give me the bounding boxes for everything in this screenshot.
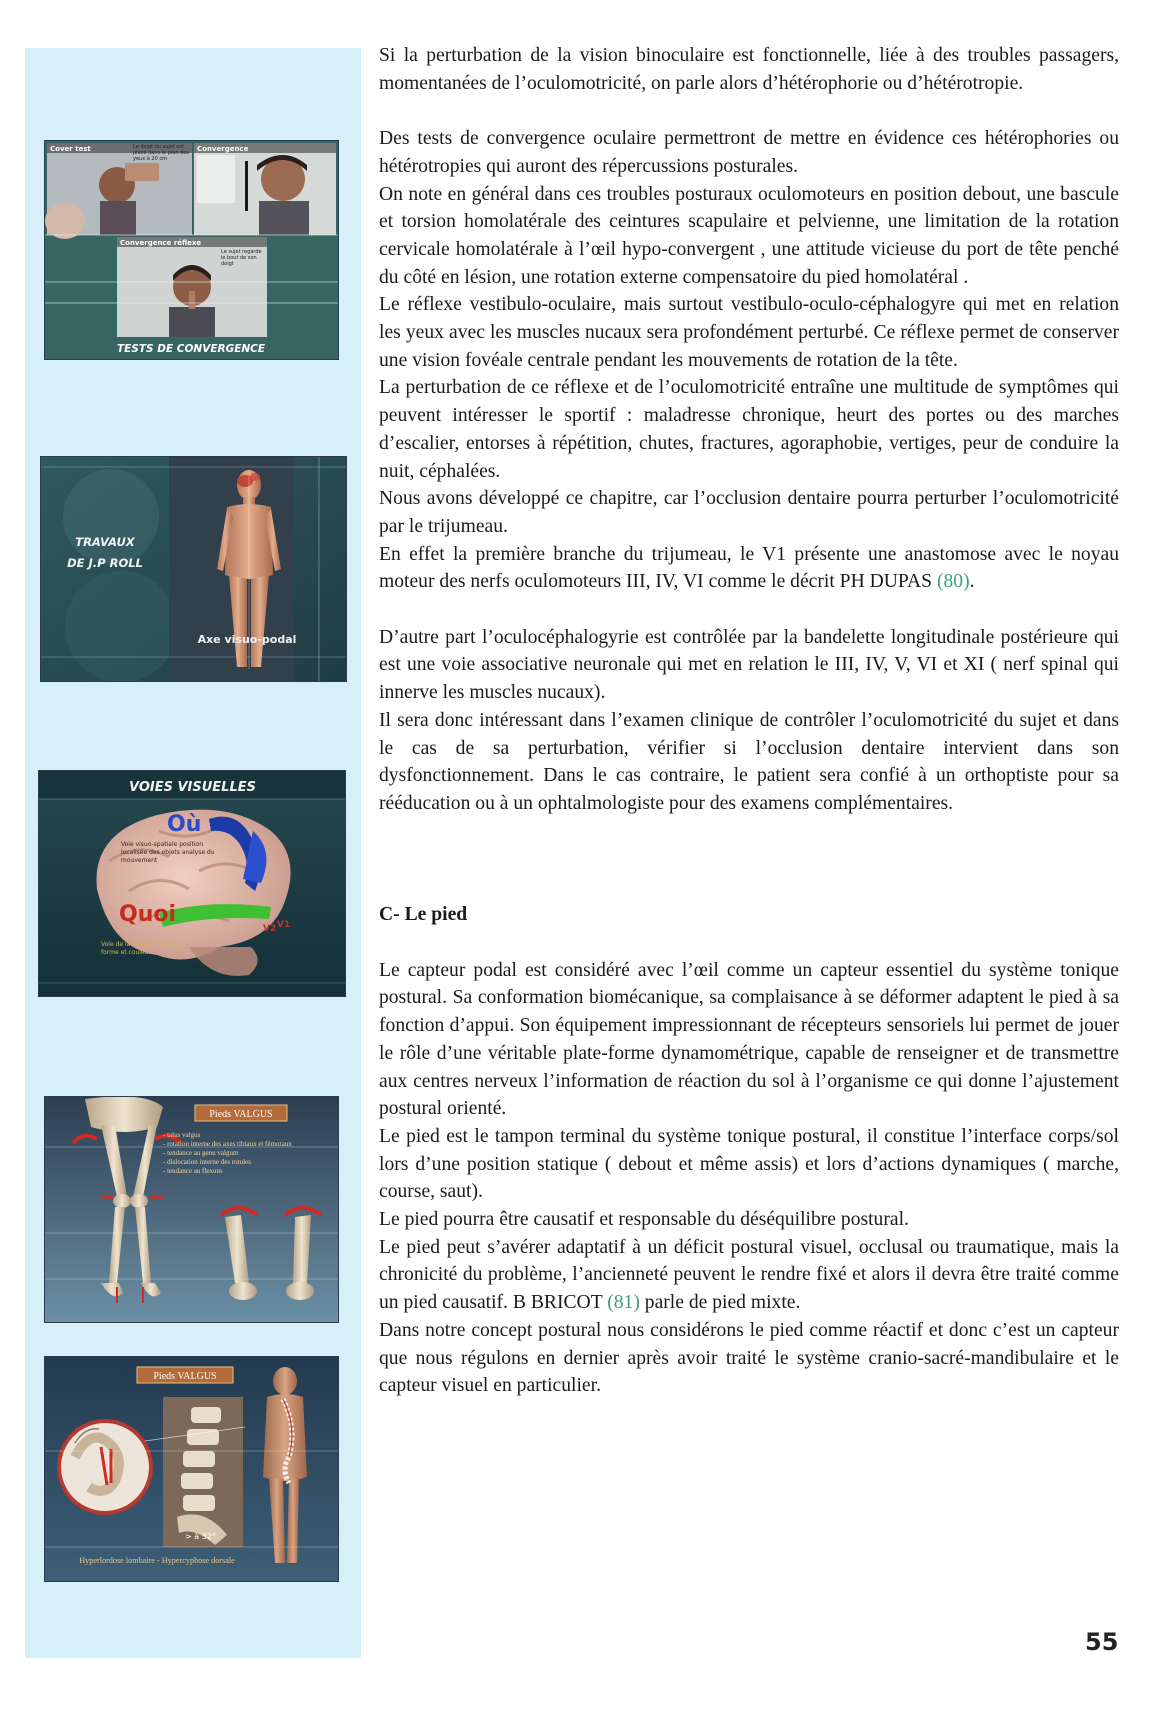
roll-illustration xyxy=(41,457,346,681)
convergence-reflex-label: Convergence réflexe xyxy=(120,239,202,247)
page-number: 55 xyxy=(1085,1628,1119,1656)
valgus-bullet: - tendance au genu valgum xyxy=(163,1149,239,1157)
paragraph: Nous avons développé ce chapitre, car l’occlusion dentaire pourra perturber l’oculomotricité par le trijumeau. xyxy=(379,488,1119,537)
valgus-bullet: - dislocation interne des rotules xyxy=(163,1158,251,1166)
convergence-label: Convergence xyxy=(197,145,249,153)
roll-axis-label: Axe visuo-podal xyxy=(197,633,297,646)
paragraph: Des tests de convergence oculaire permettront de mettre en évidence ces hétérophories ou hétérotropies qui auront des répercussions posturales. xyxy=(379,128,1119,177)
convergence-illustration xyxy=(45,141,338,359)
spine-angle-label: > à 32° xyxy=(185,1532,216,1541)
figure-visual-pathways xyxy=(38,770,346,997)
figure-valgus-knees xyxy=(44,1096,339,1323)
paragraph: Le pied pourra être causatif et responsable du déséquilibre postural. xyxy=(379,1209,909,1231)
main-text-column xyxy=(379,42,1119,1400)
v1-label: V1 xyxy=(277,920,291,930)
paragraph-end: . xyxy=(969,571,975,593)
paragraph-end: parle de pied mixte. xyxy=(639,1292,801,1314)
paragraph-text: En effet la première branche du trijumeau, le V1 présente une anastomose avec le noyau moteur des nerfs oculomoteurs III, IV, VI comme le décrit PH DUPAS xyxy=(379,543,1119,593)
valgus-bullet: - rotation interne des axes tibiaux et fémoraux xyxy=(163,1140,292,1148)
valgus-spine-illustration xyxy=(45,1357,338,1581)
paragraph-text: Le pied peut s’avérer adaptatif à un déficit postural visuel, occlusal ou traumatique, mais la chronicité du problème, l’ancienneté peuvent le rendre fixé et alors il devra être traité comme un pied causatif. B BRICOT xyxy=(379,1236,1119,1314)
where-note: Voie visuo-spatiale position localisée des objets analyse du mouvement xyxy=(121,841,215,864)
paragraph: Il sera donc intéressant dans l’examen clinique de contrôler l’oculomotricité du sujet et dans le cas de sa perturbation, vérifier si l’occlusion dentaire intervient dans son dysfonctionnement. Dans le cas contraire, le patient sera confié à un orthoptiste pour sa rééducation ou à un ophtalmologiste pour des examens complémentaires. xyxy=(379,709,1119,814)
paragraph: Le réflexe vestibulo-oculaire, mais surtout vestibulo-oculo-céphalogyre qui met en relation les yeux avec les muscles nucaux sera profondément perturbé. Ce réflexe permet de conserver une vision fovéale centrale pendant les mouvements de rotation de la tête. xyxy=(379,294,1119,371)
reference-81[interactable]: (81) xyxy=(607,1292,640,1314)
convergence-banner: TESTS DE CONVERGENCE xyxy=(116,343,266,355)
paragraph: Le capteur podal est considéré avec l’œil comme un capteur essentiel du système tonique postural. Sa conformation biomécanique, sa complaisance à se déformer adaptent le pied à sa fonction d’appui. Son équipement impressionnant de récepteurs sensoriels lui permet de jouer le rôle d’une véritable plate-forme dynamométrique, capable de renseigner et de transmettre aux centres nerveux l’information de réaction du sol à l’organisme ce qui donne l’ajustement postural orienté. xyxy=(379,959,1119,1120)
visual-pathways-title: VOIES VISUELLES xyxy=(129,780,256,795)
valgus-spine-title: Pieds VALGUS xyxy=(153,1371,217,1382)
roll-title-line1: TRAVAUX xyxy=(75,535,135,549)
roll-title-line2: DE J.P ROLL xyxy=(67,556,143,570)
valgus-bullet: - tendance au flexum xyxy=(163,1167,222,1175)
paragraph: On note en général dans ces troubles posturaux oculomoteurs en position debout, une bascule et torsion homolatérale des ceintures scapulaire et pelvienne, une limitation de la rotation cervicale homolatérale à l’œil hypo-convergent , une attitude vicieuse du port de tête penché du côté en lésion, une rotation externe compensatoire du pied homolatéral . xyxy=(379,183,1119,288)
cover-test-label: Cover test xyxy=(50,145,91,153)
section-heading: C- Le pied xyxy=(379,904,468,926)
v2-label: V2 xyxy=(263,924,277,934)
valgus-spine-caption: Hyperlordose lombaire - Hypercyphose dorsale xyxy=(79,1556,235,1565)
paragraph: La perturbation de ce réflexe et de l’oculomotricité entraîne une multitude de symptômes qui peuvent intéresser le sportif : maladresse chronique, heurt des portes ou des marches d’escalier, entorses à répétition, chutes, fractures, agoraphobie, vertiges, peur de conduire la nuit, céphalées. xyxy=(379,377,1119,482)
what-note: Voie de la reconnaissance forme et couleur xyxy=(101,941,179,956)
where-label: Où xyxy=(167,812,202,837)
figure-roll-axis xyxy=(40,456,347,682)
paragraph: Si la perturbation de la vision binoculaire est fonctionnelle, liée à des troubles passagers, momentanées de l’oculomotricité, on parle alors d’hétérophorie ou d’hétérotropie. xyxy=(379,45,1119,94)
figure-valgus-spine xyxy=(44,1356,339,1582)
paragraph-with-reference xyxy=(379,1234,1119,1317)
what-label: Quoi xyxy=(119,902,177,927)
visual-pathways-illustration xyxy=(39,771,345,996)
valgus-bullet: - talus valgus xyxy=(163,1131,201,1139)
valgus-knees-illustration xyxy=(45,1097,338,1322)
paragraph-with-reference xyxy=(379,541,1119,596)
reference-80[interactable]: (80) xyxy=(936,571,970,593)
paragraph: Le pied est le tampon terminal du système tonique postural, il constitue l’interface corps/sol lors d’une position statique ( debout et même assis) et lors d’actions dynamiques ( marche, course, saut). xyxy=(379,1125,1119,1203)
valgus-knees-title: Pieds VALGUS xyxy=(209,1109,273,1120)
convergence-reflex-note: Le sujet regarde le bout de son doigt xyxy=(221,249,262,267)
cover-test-note: Le doigt du sujet est placé dans le plan des yeux à 20 cm xyxy=(133,144,189,162)
figure-convergence-tests xyxy=(44,140,339,360)
paragraph: D’autre part l’oculocéphalogyrie est contrôlée par la bandelette longitudinale postérieure qui est une voie associative neuronale qui met en relation le III, IV, V, VI et XI ( nerf spinal qui innerve les muscles nucaux). xyxy=(379,626,1119,704)
paragraph: Dans notre concept postural nous considérons le pied comme réactif et donc c’est un capteur que nous régulons en dernier après avoir traité le système cranio-sacré-mandibulaire et le capteur visuel en particulier. xyxy=(379,1319,1119,1397)
